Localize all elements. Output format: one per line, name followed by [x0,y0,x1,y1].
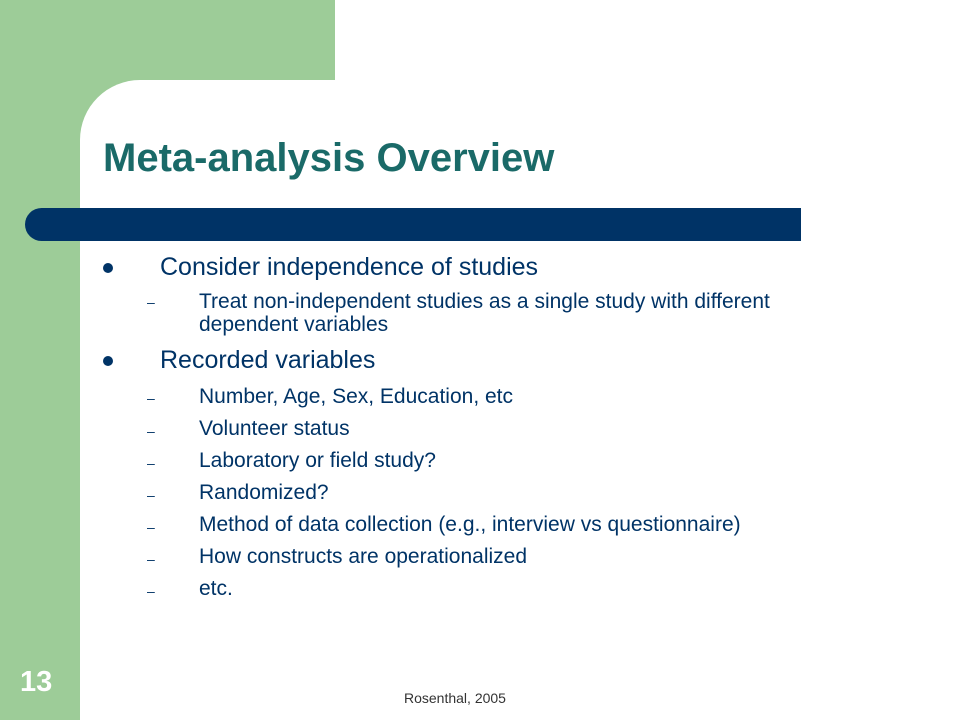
bullet-item: Consider independence of studies [160,253,539,281]
slide-title: Meta-analysis Overview [103,136,555,180]
sub-bullet-item: Treat non-independent studies as a single study with different dependent variables [199,290,770,336]
sub-bullet-dash: – [147,519,155,535]
sub-bullet-dash: – [147,551,155,567]
slide-number: 13 [20,666,53,698]
sub-bullet-dash: – [147,423,155,439]
sub-bullet-item: How constructs are operationalized [199,545,528,568]
sub-bullet-dash: – [147,455,155,471]
sub-bullet-item: Randomized? [199,481,329,504]
sub-bullet-item: Method of data collection (e.g., interview vs questionnaire) [199,513,741,536]
sub-bullet-item: Number, Age, Sex, Education, etc [199,385,514,408]
bullet-item: Recorded variables [160,346,376,374]
sub-bullet-dash: – [147,390,155,406]
footer-citation: Rosenthal, 2005 [404,690,506,706]
sub-bullet-item: Volunteer status [199,417,350,440]
bullet-dot [103,263,113,273]
sub-bullet-item: etc. [199,577,233,600]
sub-bullet-item: Laboratory or field study? [199,449,436,472]
bullet-dot [103,356,113,366]
sub-bullet-dash: – [147,487,155,503]
sub-bullet-dash: – [147,294,155,310]
sub-bullet-dash: – [147,583,155,599]
